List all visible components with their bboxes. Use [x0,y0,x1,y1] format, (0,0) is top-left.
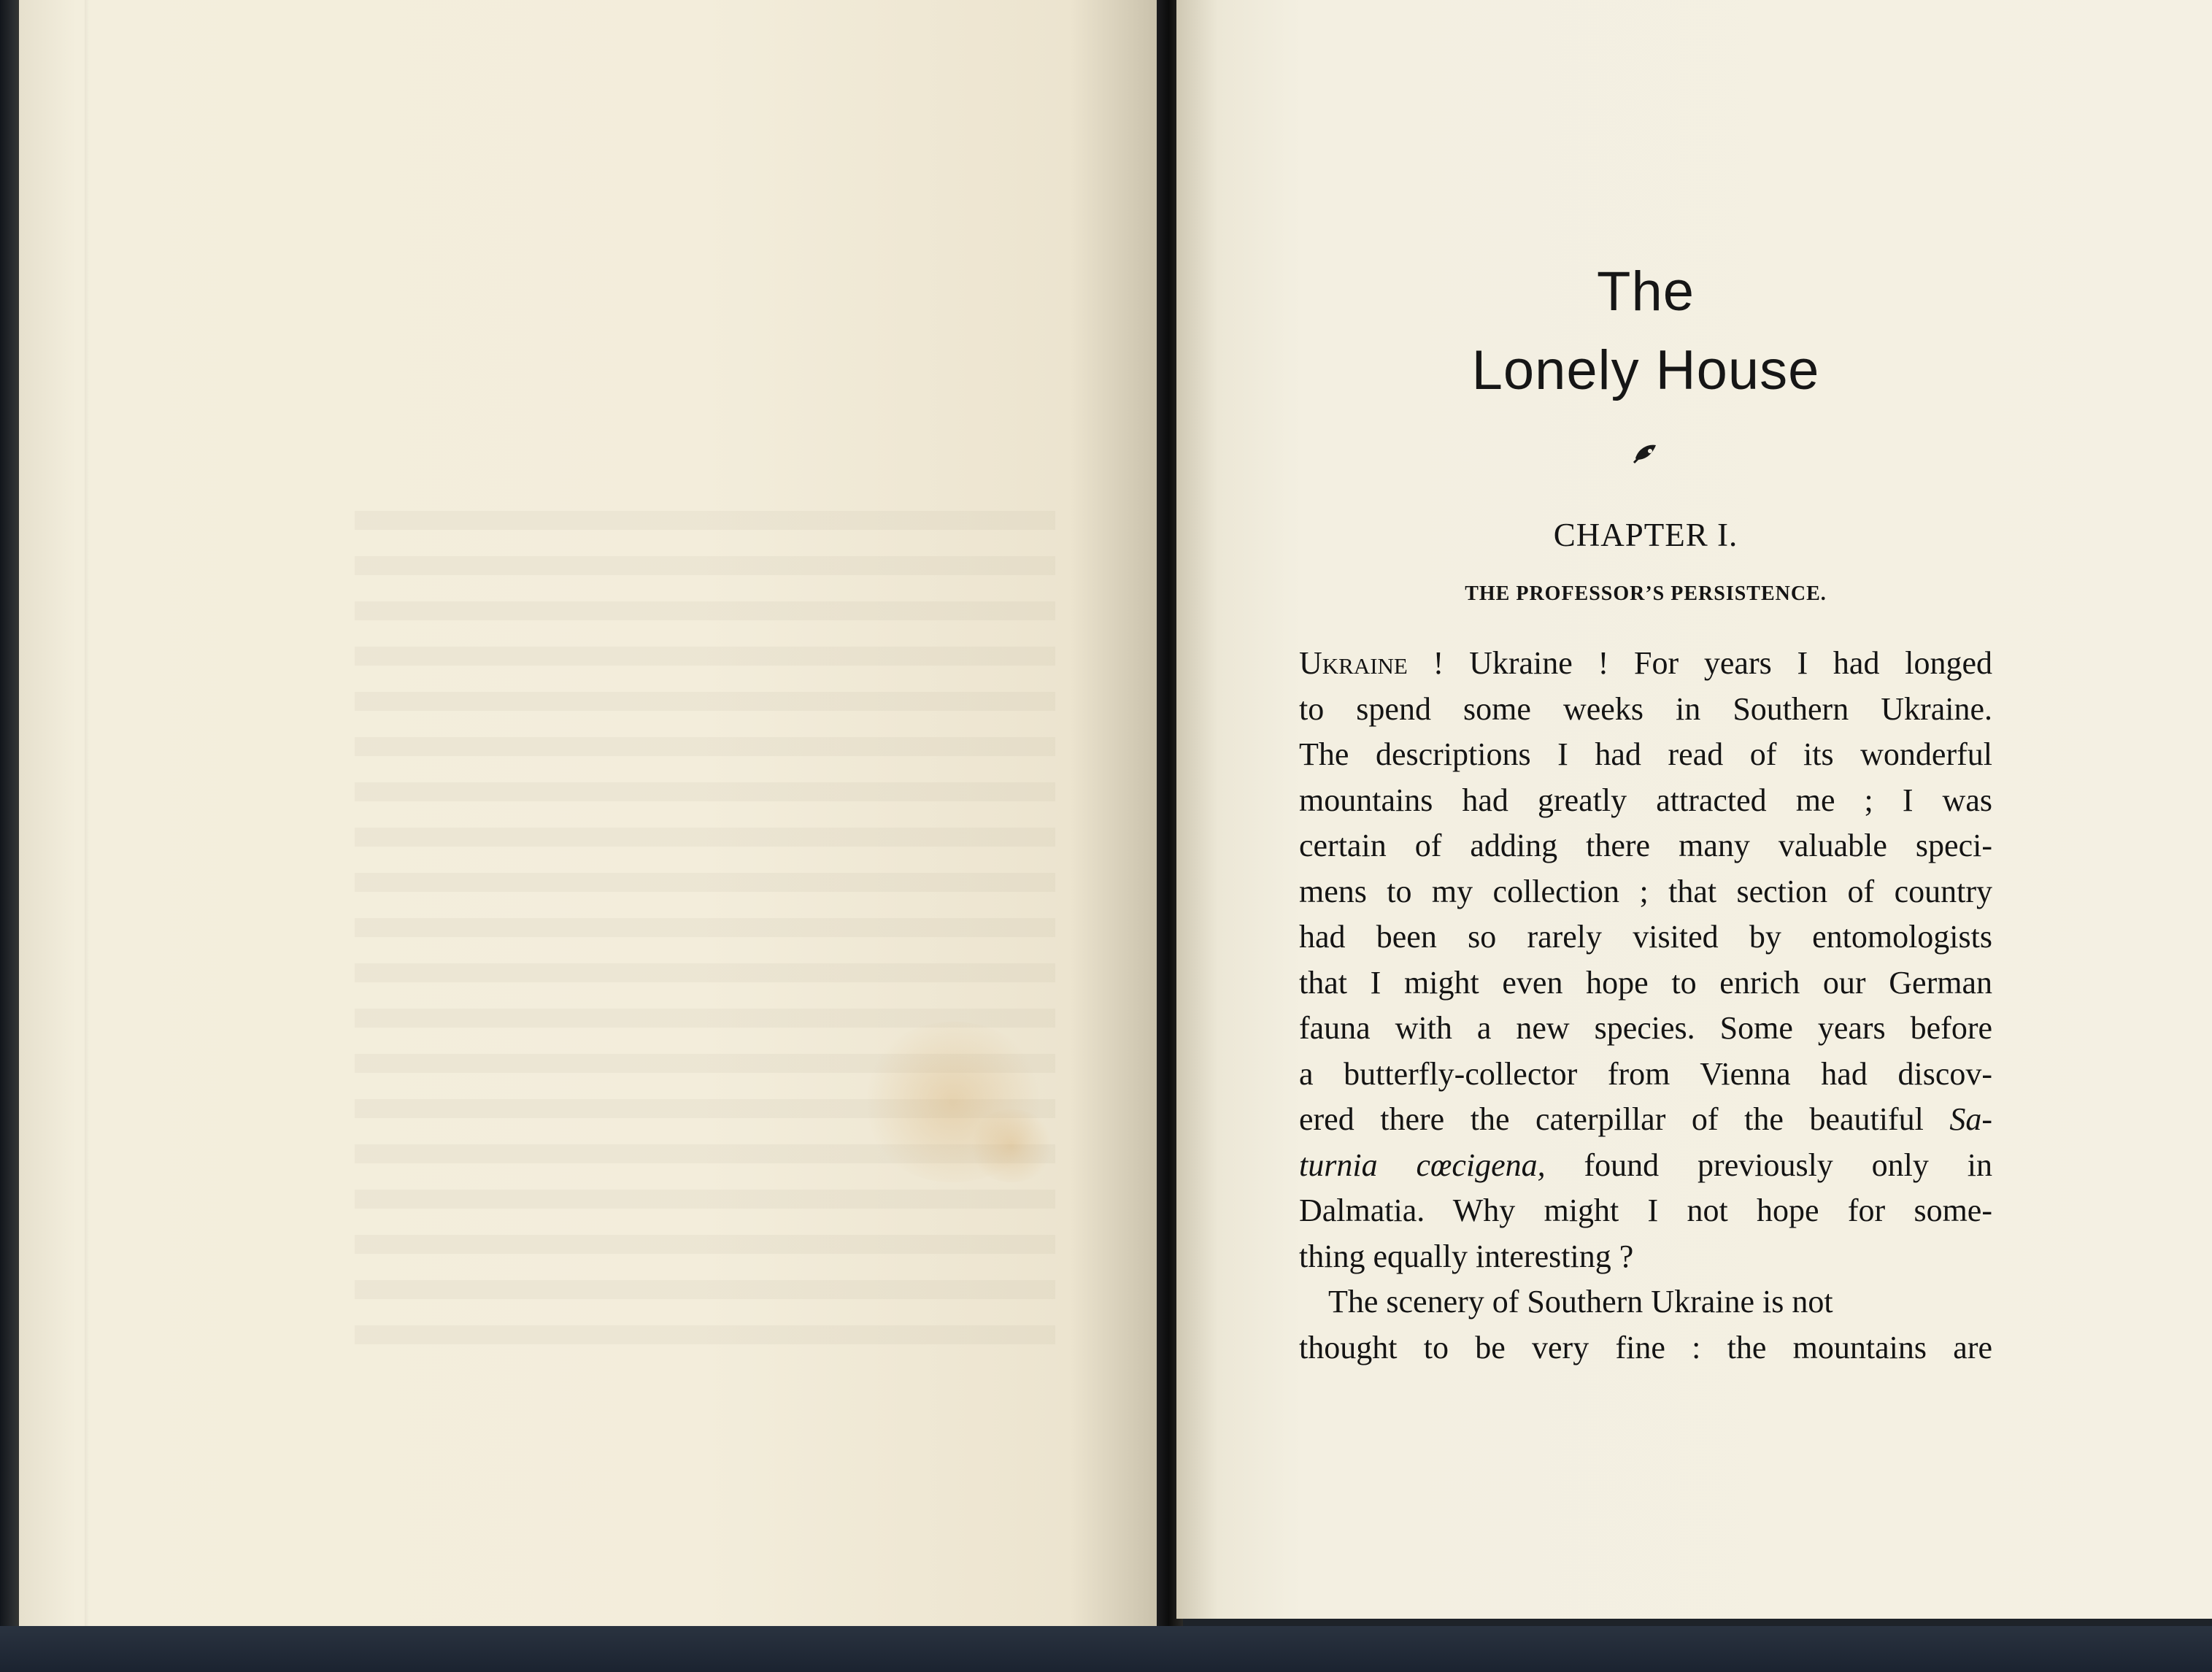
text-run: found previously only in [1545,1147,1993,1183]
text-run: thought to be very fine : the mountains are [1299,1329,1992,1365]
text-run: that I might even hope to enrich our German [1299,964,1992,1001]
text-run: a butterfly-collector from Vienna had discov- [1299,1055,1992,1092]
text-run: had been so rarely visited by entomologists [1299,919,1992,955]
text-run: ! Ukraine ! For years I had longed [1407,645,1992,681]
text-line [1299,687,1992,732]
page-edge-shadow [85,0,89,1629]
text-run: to spend some weeks in Southern Ukraine. [1299,690,1992,727]
text-line [1299,1188,1992,1233]
text-line [1299,1097,1992,1142]
text-run: ered there the caterpillar of the beautiful [1299,1101,1950,1137]
book-title-line-2: Lonely House [1471,339,1820,401]
smallcaps-text: Ukraine [1299,645,1408,681]
text-run: fauna with a new species. Some years before [1299,1010,1992,1046]
text-run: Dalmatia. Why might I not hope for some- [1299,1193,1992,1228]
text-line [1299,869,1992,914]
text-run: certain of adding there many valuable speci- [1299,828,1992,863]
text-run: mens to my collection ; that section of country [1299,873,1992,909]
italic-text: Sa- [1949,1101,1992,1137]
page-content [1299,0,1992,1460]
bleed-through-text [355,511,1055,1365]
text-line [1299,914,1992,960]
text-run: The scenery of Southern Ukraine is not [1328,1284,1833,1320]
left-page-blank [19,0,1161,1631]
chapter-heading: CHAPTER I. [1553,517,1738,553]
text-line [1299,778,1992,823]
text-line [1299,1325,1992,1371]
text-line [1299,732,1992,777]
book-title-line-1: The [1597,261,1695,323]
text-run: thing equally interesting ? [1299,1238,1634,1274]
foxing-stain [968,1109,1055,1182]
chapter-subtitle: THE PROFESSOR’S PERSISTENCE. [1465,582,1827,605]
text-line [1299,823,1992,868]
italic-text: turnia cœcigena, [1299,1147,1546,1183]
text-line [1299,641,1992,686]
text-run: mountains had greatly attracted me ; I was [1299,782,1992,818]
scan-background [0,1626,2212,1672]
text-run: The descriptions I had read of its wonderful [1299,736,1992,772]
text-line [1299,1052,1992,1097]
text-line [1299,1143,1992,1188]
text-line [1299,1234,1992,1279]
leaf-ornament-icon [1631,438,1660,467]
text-line [1299,1006,1992,1051]
text-line [1299,1279,1992,1325]
text-line [1299,960,1992,1006]
